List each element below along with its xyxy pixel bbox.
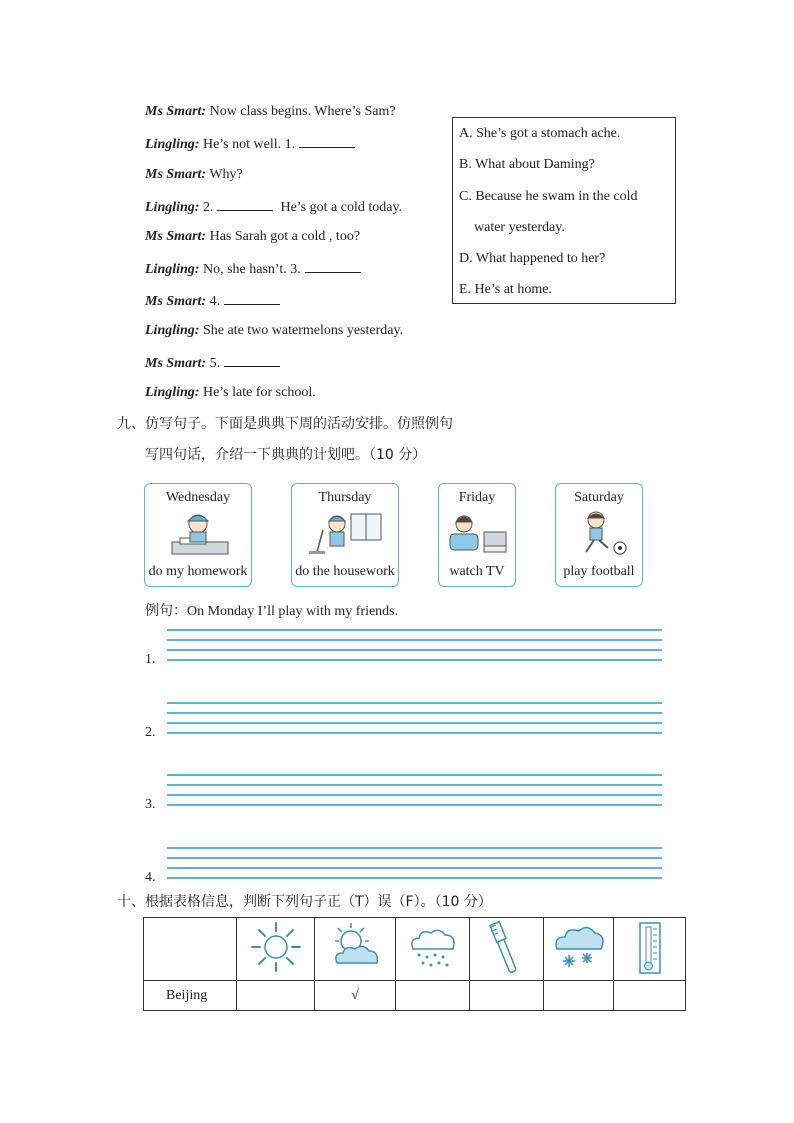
writing-line bbox=[167, 784, 662, 786]
weather-table bbox=[143, 917, 686, 1011]
thermometer-icon bbox=[622, 919, 678, 975]
card-day: Saturday bbox=[574, 490, 624, 505]
rainy-icon bbox=[405, 919, 461, 975]
check-mark: √ bbox=[315, 981, 396, 1011]
speaker: Lingling: bbox=[145, 262, 200, 277]
option-d: D. What happened to her? bbox=[459, 251, 606, 266]
sunny-icon bbox=[248, 919, 304, 975]
answer-blank-2[interactable] bbox=[217, 198, 273, 211]
writing-line bbox=[167, 867, 662, 869]
sunny-cloudy-icon bbox=[327, 919, 383, 975]
option-b: B. What about Daming? bbox=[459, 157, 595, 172]
dialogue-text: Now class begins. Where’s Sam? bbox=[209, 104, 396, 119]
table-cell bbox=[470, 918, 544, 981]
dialogue-text: 5. bbox=[209, 356, 221, 371]
answer-number-1: 1. bbox=[145, 652, 156, 667]
table-header-row bbox=[144, 918, 686, 981]
card-day: Wednesday bbox=[165, 490, 231, 505]
dialogue-text: Why? bbox=[209, 167, 243, 182]
table-row bbox=[144, 981, 686, 1011]
speaker: Ms Smart: bbox=[145, 167, 207, 182]
dialogue-line-6 bbox=[145, 260, 361, 278]
speaker: Lingling: bbox=[145, 137, 200, 152]
table-cell[interactable] bbox=[396, 981, 470, 1011]
boy-mopping-floor-icon bbox=[305, 510, 385, 556]
dialogue-text: He’s not well. 1. bbox=[202, 137, 296, 152]
writing-line bbox=[167, 877, 662, 879]
dialogue-line-4 bbox=[145, 198, 402, 216]
activity-card-wednesday bbox=[144, 483, 252, 587]
dialogue-line-7 bbox=[145, 292, 280, 310]
snowy-icon bbox=[551, 919, 607, 975]
table-cell bbox=[237, 918, 315, 981]
card-day: Thursday bbox=[318, 490, 372, 505]
speaker: Ms Smart: bbox=[145, 356, 207, 371]
toothbrush-icon bbox=[479, 919, 535, 975]
dialogue-text: 4. bbox=[209, 294, 221, 309]
answer-number-2: 2. bbox=[145, 725, 156, 740]
answer-blank-1[interactable] bbox=[299, 135, 355, 148]
writing-line bbox=[167, 732, 662, 734]
speaker: Lingling: bbox=[145, 323, 200, 338]
dialogue-text: He’s late for school. bbox=[202, 385, 316, 400]
card-activity: watch TV bbox=[449, 564, 505, 579]
options-box bbox=[452, 117, 676, 304]
dialogue-line-3 bbox=[145, 167, 243, 183]
dialogue-line-8 bbox=[145, 323, 403, 339]
activity-card-friday bbox=[438, 483, 516, 587]
writing-line bbox=[167, 847, 662, 849]
table-cell[interactable] bbox=[470, 981, 544, 1011]
table-cell bbox=[544, 918, 614, 981]
activity-card-saturday bbox=[555, 483, 643, 587]
city-label: Beijing bbox=[144, 981, 237, 1011]
card-activity: play football bbox=[563, 564, 635, 579]
speaker: Lingling: bbox=[145, 200, 200, 215]
dialogue-line-10 bbox=[145, 385, 316, 401]
section-10-title: 十、根据表格信息，判断下列句子正（T）误（F）。（10 分） bbox=[117, 894, 492, 910]
boy-kicking-football-icon bbox=[564, 510, 634, 556]
writing-line bbox=[167, 794, 662, 796]
table-cell[interactable] bbox=[237, 981, 315, 1011]
writing-line bbox=[167, 659, 662, 661]
table-cell bbox=[396, 918, 470, 981]
card-activity: do the housework bbox=[295, 564, 395, 579]
writing-line bbox=[167, 639, 662, 641]
writing-line bbox=[167, 649, 662, 651]
table-corner-cell bbox=[144, 918, 237, 981]
table-cell bbox=[614, 918, 686, 981]
section-9-instruction: 写四句话，介绍一下典典的计划吧。（10 分） bbox=[145, 447, 427, 463]
card-activity: do my homework bbox=[148, 564, 248, 579]
answer-blank-4[interactable] bbox=[224, 292, 280, 305]
speaker: Ms Smart: bbox=[145, 104, 207, 119]
option-c: C. Because he swam in the cold bbox=[459, 189, 638, 204]
writing-line bbox=[167, 857, 662, 859]
option-a: A. She’s got a stomach ache. bbox=[459, 126, 621, 141]
dialogue-line-9 bbox=[145, 354, 280, 372]
boy-watching-tv-icon bbox=[444, 510, 510, 556]
example-sentence: 例句：On Monday I’ll play with my friends. bbox=[145, 604, 399, 619]
table-cell bbox=[315, 918, 396, 981]
writing-line bbox=[167, 629, 662, 631]
writing-line bbox=[167, 774, 662, 776]
boy-writing-homework-icon bbox=[158, 510, 238, 556]
writing-line bbox=[167, 804, 662, 806]
option-e: E. He’s at home. bbox=[459, 282, 552, 297]
writing-line bbox=[167, 712, 662, 714]
section-9-title: 九、仿写句子。下面是典典下周的活动安排。仿照例句 bbox=[117, 416, 453, 432]
dialogue-text: She ate two watermelons yesterday. bbox=[202, 323, 404, 338]
dialogue-text: He’s got a cold today. bbox=[280, 200, 403, 215]
answer-number-4: 4. bbox=[145, 870, 156, 885]
activity-card-thursday bbox=[291, 483, 399, 587]
option-c-continued: water yesterday. bbox=[474, 220, 565, 235]
answer-number-3: 3. bbox=[145, 797, 156, 812]
speaker: Ms Smart: bbox=[145, 294, 207, 309]
speaker: Lingling: bbox=[145, 385, 200, 400]
dialogue-text: No, she hasn’t. 3. bbox=[202, 262, 301, 277]
dialogue-text: Has Sarah got a cold , too? bbox=[209, 229, 361, 244]
dialogue-line-5 bbox=[145, 229, 360, 245]
dialogue-text: 2. bbox=[202, 200, 214, 215]
table-cell[interactable] bbox=[544, 981, 614, 1011]
table-cell[interactable] bbox=[614, 981, 686, 1011]
answer-blank-3[interactable] bbox=[305, 260, 361, 273]
speaker: Ms Smart: bbox=[145, 229, 207, 244]
card-day: Friday bbox=[458, 490, 496, 505]
dialogue-line-1 bbox=[145, 104, 396, 120]
dialogue-line-2 bbox=[145, 135, 355, 153]
writing-line bbox=[167, 722, 662, 724]
writing-line bbox=[167, 702, 662, 704]
answer-blank-5[interactable] bbox=[224, 354, 280, 367]
